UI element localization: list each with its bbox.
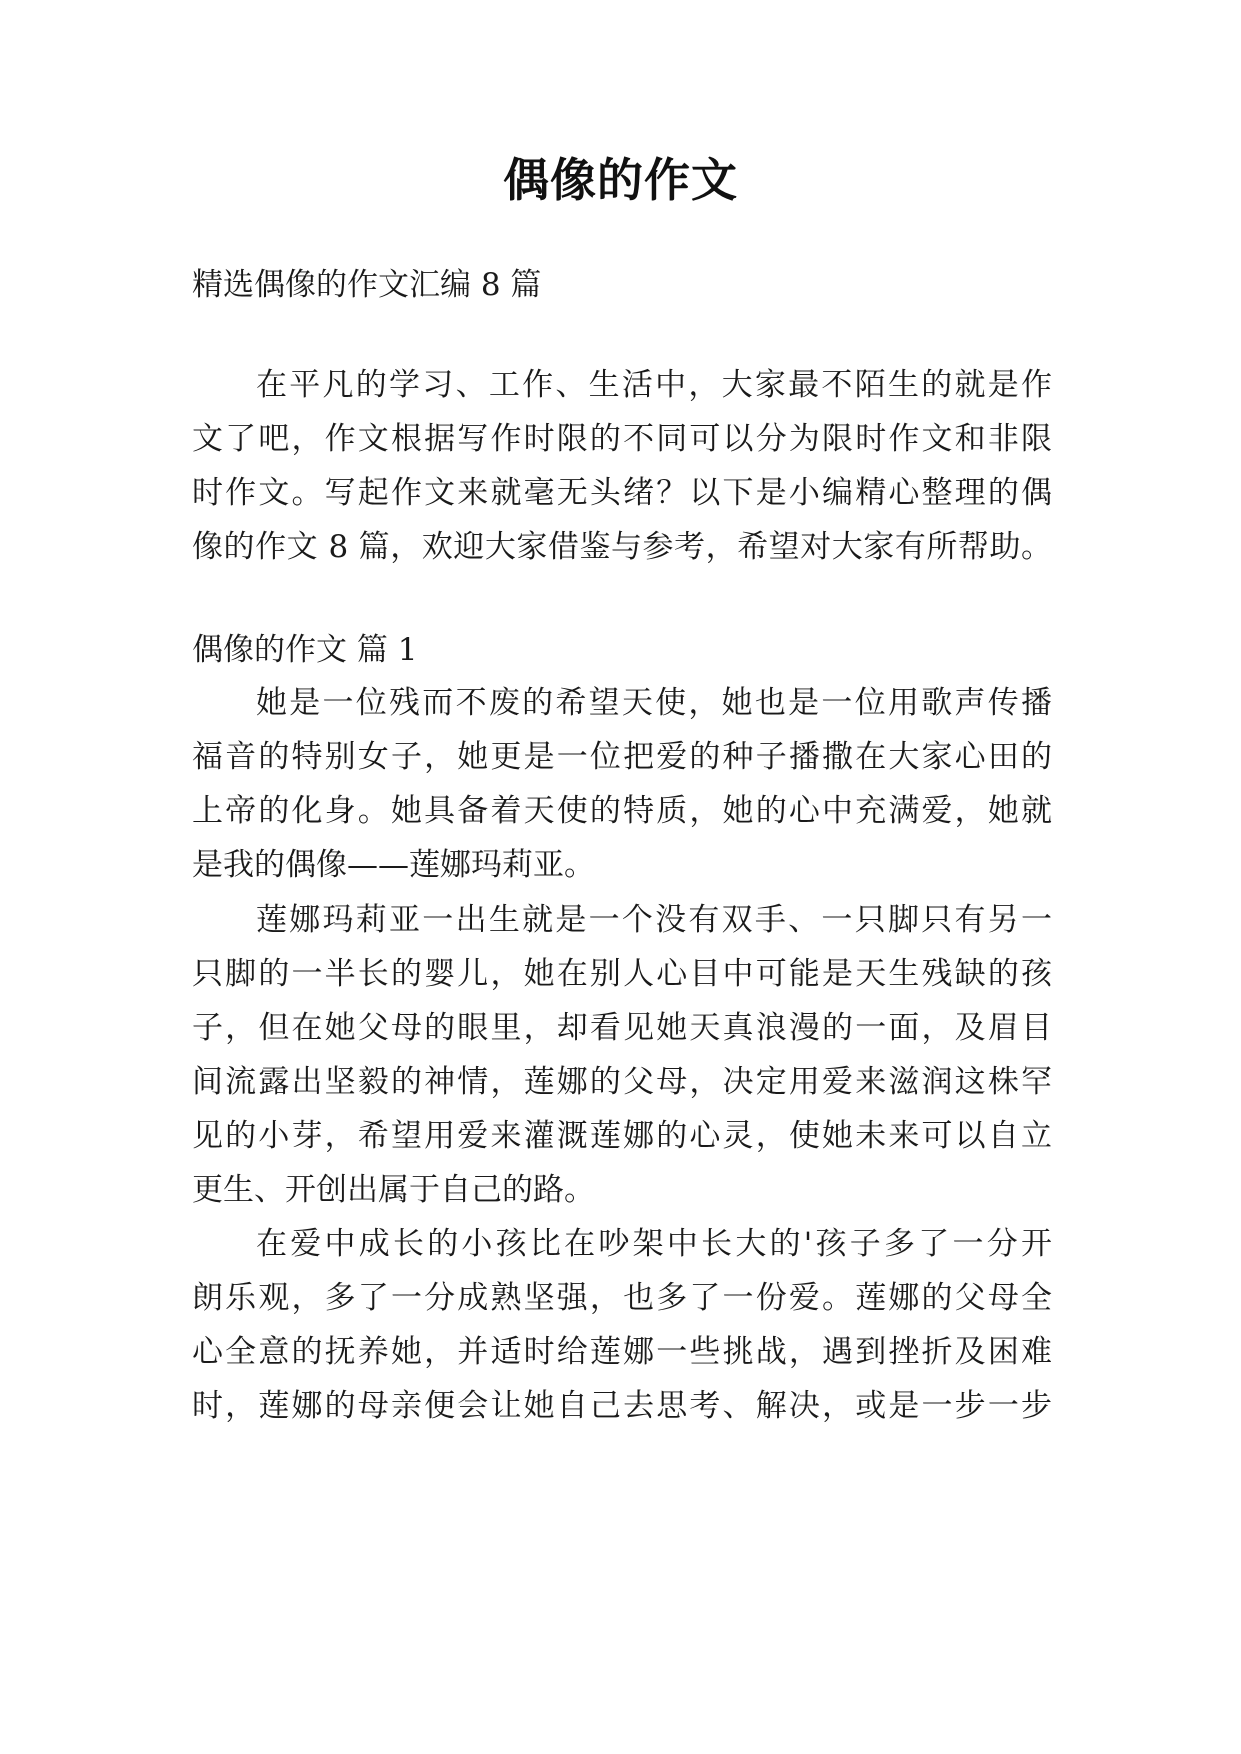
- paragraph-line: 子，但在她父母的眼里，却看见她天真浪漫的一面，及眉目: [192, 1010, 1052, 1046]
- paragraph-line: 在爱中成长的小孩比在吵架中长大的'孩子多了一分开: [256, 1226, 1052, 1262]
- paragraph-line: 莲娜玛莉亚一出生就是一个没有双手、一只脚只有另一: [256, 902, 1052, 938]
- intro-line: 在平凡的学习、工作、生活中，大家最不陌生的就是作: [256, 367, 1052, 403]
- intro-line: 文了吧，作文根据写作时限的不同可以分为限时作文和非限: [192, 421, 1052, 457]
- paragraph-line: 更生、开创出属于自己的路。: [192, 1172, 595, 1208]
- paragraph-line: 她是一位残而不废的希望天使，她也是一位用歌声传播: [256, 685, 1052, 721]
- intro-line: 像的作文 8 篇，欢迎大家借鉴与参考，希望对大家有所帮助。: [192, 529, 1052, 565]
- paragraph-line: 心全意的抚养她，并适时给莲娜一些挑战，遇到挫折及困难: [192, 1334, 1052, 1370]
- paragraph-line: 朗乐观，多了一分成熟坚强，也多了一份爱。莲娜的父母全: [192, 1280, 1052, 1316]
- paragraph-line: 时，莲娜的母亲便会让她自己去思考、解决，或是一步一步: [192, 1388, 1052, 1424]
- paragraph-line: 只脚的一半长的婴儿，她在别人心目中可能是天生残缺的孩: [192, 956, 1052, 992]
- paragraph-line: 间流露出坚毅的神情，莲娜的父母，决定用爱来滋润这株罕: [192, 1064, 1052, 1100]
- paragraph-line: 上帝的化身。她具备着天使的特质，她的心中充满爱，她就: [192, 793, 1052, 829]
- intro-line: 时作文。写起作文来就毫无头绪？以下是小编精心整理的偶: [192, 475, 1052, 511]
- section-heading: 偶像的作文 篇 1: [192, 632, 418, 668]
- document-subtitle: 精选偶像的作文汇编 8 篇: [192, 267, 542, 303]
- paragraph-line: 是我的偶像——莲娜玛莉亚。: [192, 847, 595, 883]
- document-title: 偶像的作文: [503, 153, 738, 207]
- paragraph-line: 见的小芽，希望用爱来灌溉莲娜的心灵，使她未来可以自立: [192, 1118, 1052, 1154]
- paragraph-line: 福音的特别女子，她更是一位把爱的种子播撒在大家心田的: [192, 739, 1052, 775]
